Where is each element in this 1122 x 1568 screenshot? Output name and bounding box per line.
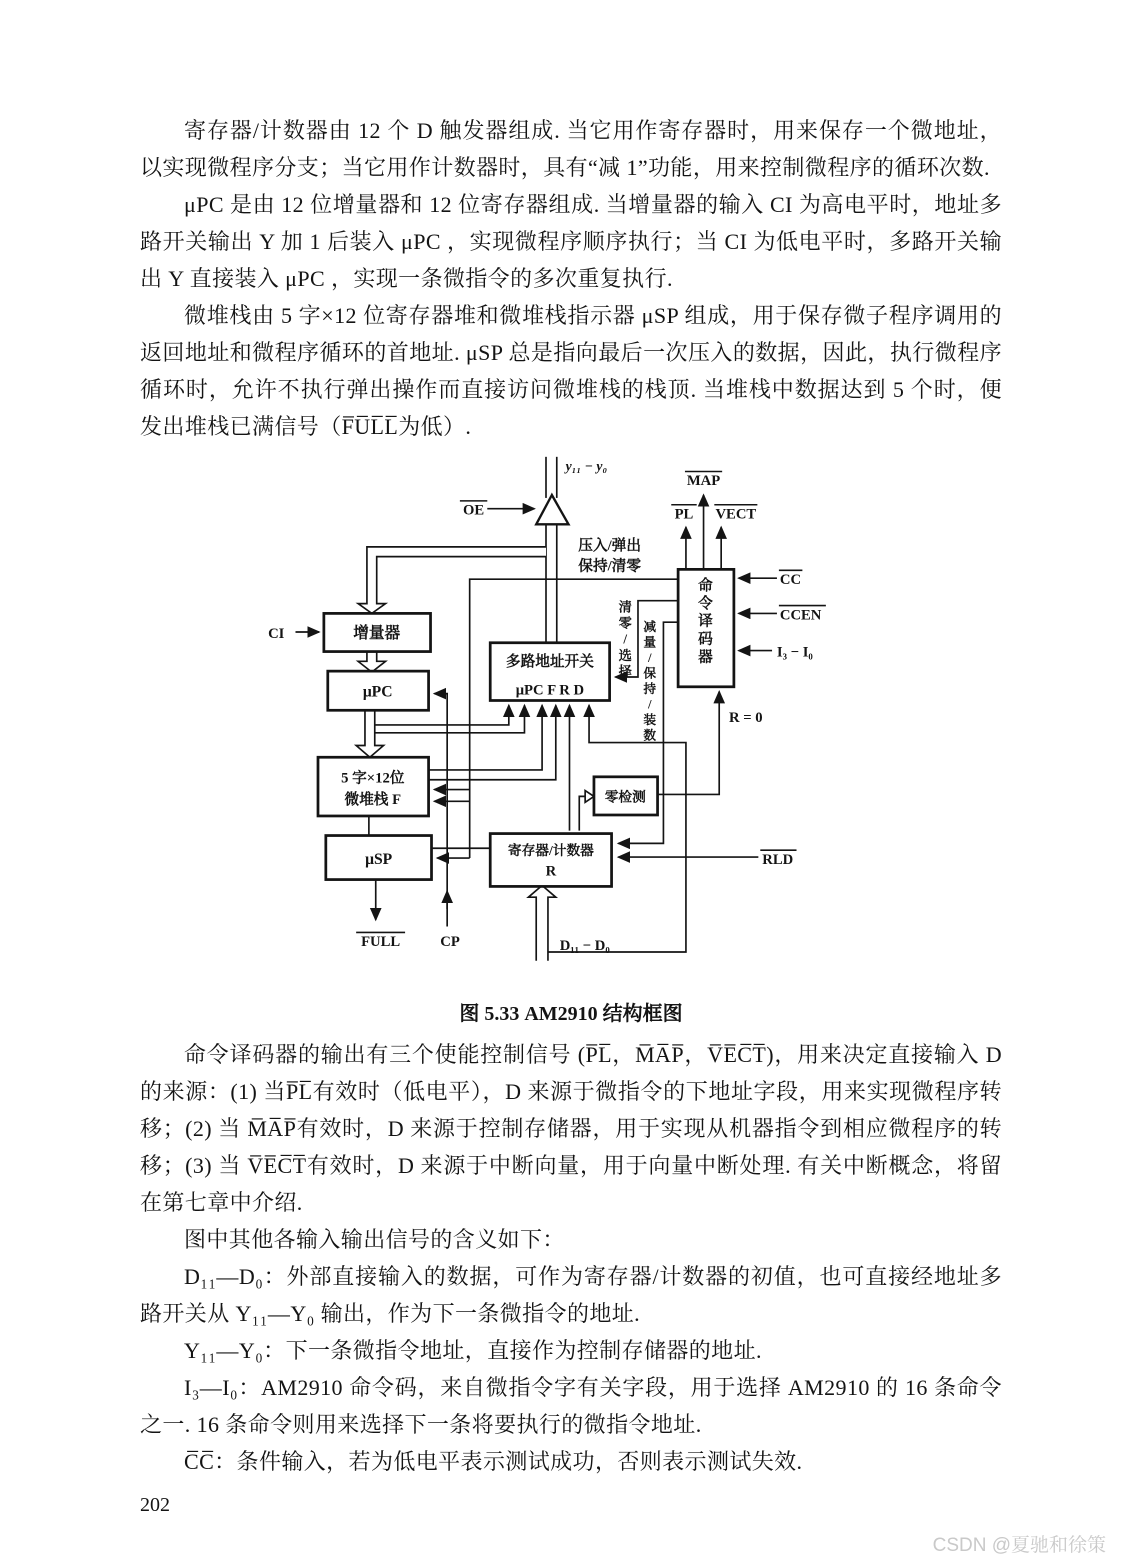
rld-label: RLD — [762, 851, 794, 868]
dec-hold-load-label: 减量/保持/装数 — [643, 620, 657, 743]
wire-inc-to-upc-arrow — [358, 652, 385, 673]
i3i0-label: I₃ − I₀ — [776, 644, 813, 661]
tristate-buffer-icon — [536, 495, 568, 524]
paragraph-register-counter: 寄存器/计数器由 12 个 D 触发器组成. 当它用作寄存器时，用来保存一个微地址，以实现微程序分支；当它用作计数器时，具有“减 1”功能，用来控制微程序的循环次数. — [140, 118, 1002, 180]
wire-dbus-arrow — [528, 885, 555, 960]
stack-label-2: 微堆栈 F — [344, 792, 402, 809]
paragraph-upc: μPC 是由 12 位增量器和 12 位寄存器组成. 当增量器的输入 CI 为高电平时，地址多路开关输出 Y 加 1 后装入 μPC ，实现微程序顺序执行；当 CI 为低电平时，多路开关输出 Y 直接装入 μPC ，实现一条微指令的多次重复执行. — [140, 192, 1002, 291]
wire-reg-to-zero — [579, 796, 585, 830]
pl-label: PL — [674, 506, 694, 523]
figure-caption: 图 5.33 AM2910 结构框图 — [459, 1003, 683, 1025]
page-number: 202 — [140, 1494, 170, 1516]
cp-label: CP — [440, 934, 460, 951]
stack-label-1: 5 字×12位 — [341, 770, 405, 787]
paragraph-cc-signal: C̅C̅：条件输入，若为低电平表示测试成功，否则表示测试失效. — [184, 1449, 803, 1474]
ci-label: CI — [268, 625, 285, 642]
push-pop-label: 压入/弹出 — [578, 537, 641, 554]
figure-am2910 — [140, 449, 1002, 1026]
cc-label: CC — [779, 572, 802, 589]
reg-counter-label-1: 寄存器/计数器 — [507, 843, 594, 859]
usp-label: μSP — [365, 850, 393, 868]
zero-detect-label: 零检测 — [604, 789, 646, 805]
incrementer-label: 增量器 — [353, 624, 401, 642]
page-content — [140, 112, 1002, 1517]
full-label: FULL — [361, 934, 401, 951]
vect-label: VECT — [715, 506, 757, 523]
mux-label-2: μPC F R D — [515, 682, 585, 699]
paragraph-i-signal: I₃—I₀：AM2910 命令码，来自微指令字有关字段，用于选择 AM2910 的 16 条命令之一. 16 条命令则用来选择下一条将要执行的微指令地址. — [140, 1375, 1002, 1437]
wire-y-feedback-arrow — [358, 547, 546, 614]
paragraph-y-signal: Y₁₁—Y₀：下一条微指令地址，直接作为控制存储器的地址. — [184, 1338, 762, 1363]
map-label: MAP — [686, 473, 721, 490]
watermark: CSDN @夏驰和徐策 — [932, 1535, 1106, 1556]
wire-cp — [434, 694, 447, 927]
diagram-blocks — [318, 569, 734, 886]
am2910-block-diagram — [246, 449, 846, 997]
paragraph-signal-intro: 图中其他各输入输出信号的含义如下： — [184, 1227, 565, 1252]
paragraph-d-signal: D₁₁—D₀：外部直接输入的数据，可作为寄存器/计数器的初值，也可直接经地址多路开关从 Y₁₁—Y₀ 输出，作为下一条微指令的地址. — [140, 1264, 1002, 1326]
upc-label: μPC — [362, 683, 393, 701]
mux-label-1: 多路地址开关 — [505, 654, 594, 671]
wire-upc-to-stack-arrow — [356, 710, 383, 757]
cmd-decoder-label: 命令译码器 — [698, 577, 713, 666]
d-bus-label: D₁₁ − D₀ — [559, 938, 610, 955]
hold-clear-label: 保持/清零 — [578, 558, 641, 575]
y-bus-label: y₁₁ − y₀ — [565, 458, 608, 474]
r-zero-label: R = 0 — [728, 710, 763, 727]
paragraph-microstack: 微堆栈由 5 字×12 位寄存器堆和微堆栈指示器 μSP 组成，用于保存微子程序调用的返回地址和微程序循环的首地址. μSP 总是指向最后一次压入的数据，因此，执行微程序循环时，允许不执行弹出操作而直接访问微堆栈的栈顶. 当堆栈中数据达到 5 个时，便发出堆栈已满信号（F̅U̅L̅L̅为低）. — [140, 303, 1002, 439]
reg-counter-label-2: R — [545, 863, 557, 880]
paragraph-decoder-outputs: 命令译码器的输出有三个使能控制信号 (P̅L̅，M̅A̅P̅，V̅E̅C̅T̅)，用来决定直接输入 D 的来源：(1) 当P̅L̅有效时（低电平），D 来源于微指令的下地址字段，用来实现微程序转移；(2) 当 M̅A̅P̅有效时，D 来源于控制存储器，用于实现从机器指令到相应微程序的转移；(3) 当 V̅E̅C̅T̅有效时，D 来源于中断向量，用于向量中断处理. 有关中断概念，将留在第七章中介绍. — [140, 1042, 1002, 1215]
ccen-label: CCEN — [779, 607, 822, 624]
oe-label: OE — [462, 502, 485, 519]
clear-select-label: 清零/选择 — [618, 599, 632, 679]
